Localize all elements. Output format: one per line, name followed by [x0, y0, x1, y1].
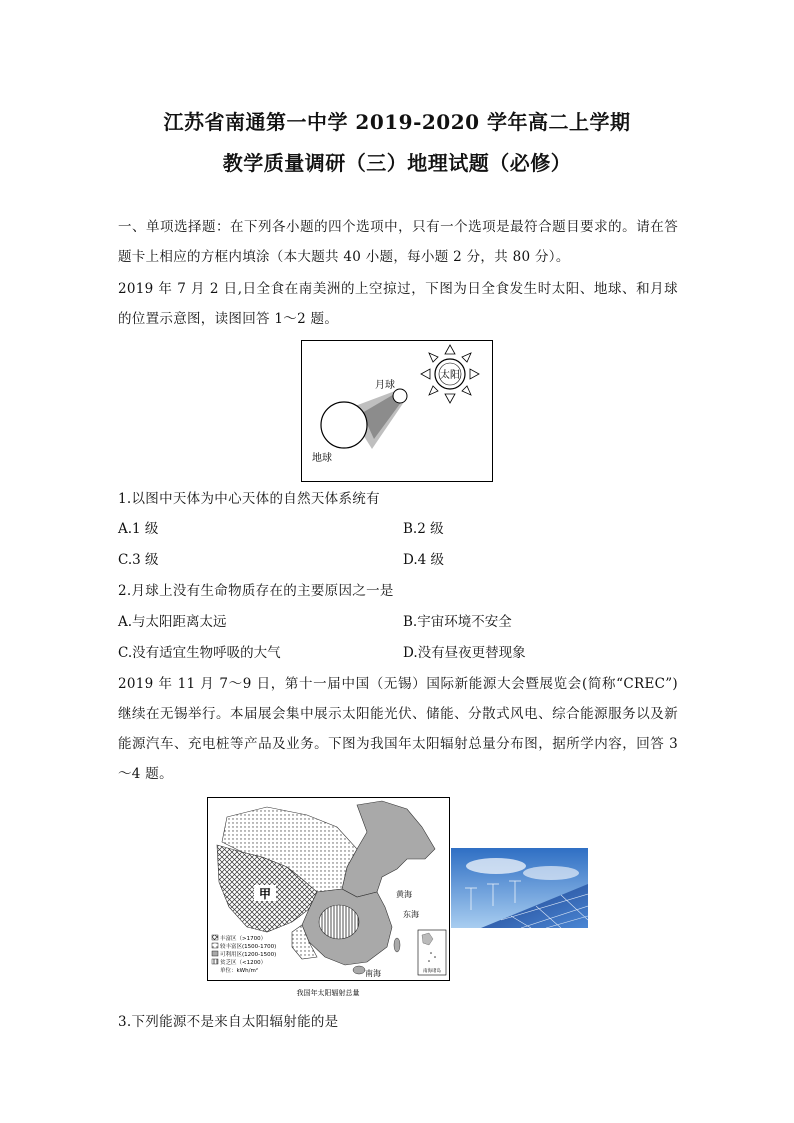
svg-text:贫乏区（<1200）: 贫乏区（<1200）	[220, 960, 267, 966]
map-caption: 我国年太阳辐射总量	[296, 989, 360, 997]
q2-option-b[interactable]: B.宇宙环境不安全	[403, 614, 512, 630]
question-3-stem: 3.下列能源不是来自太阳辐射能的是	[118, 1014, 339, 1030]
question-intro-1: 2019 年 7 月 2 日,日全食在南美洲的上空掠过，下图为日全食发生时太阳、地球、和月球的位置示意图，读图回答 1～2 题。	[118, 281, 678, 327]
svg-text:可利用区(1200-1500): 可利用区(1200-1500)	[220, 952, 277, 958]
eclipse-diagram	[301, 340, 493, 482]
document-title-line1: 江苏省南通第一中学 2019-2020 学年高二上学期	[163, 110, 631, 134]
sun-label: 太阳	[440, 370, 460, 381]
svg-text:丰富区（>1700）: 丰富区（>1700）	[220, 936, 267, 942]
svg-text:单位：kWh/m²: 单位：kWh/m²	[220, 968, 259, 974]
moon-label: 月球	[375, 380, 395, 391]
svg-text:较丰富区(1500-1700): 较丰富区(1500-1700)	[220, 944, 277, 950]
q2-option-c[interactable]: C.没有适宜生物呼吸的大气	[118, 645, 281, 661]
earth-label: 地球	[312, 453, 332, 464]
q2-option-a[interactable]: A.与太阳距离太远	[118, 614, 227, 630]
section-instructions: 一、单项选择题：在下列各小题的四个选项中，只有一个选项是最符合题目要求的。请在答题卡上相应的方框内填涂（本大题共 40 小题，每小题 2 分，共 80 分）。	[118, 219, 678, 265]
q2-option-d[interactable]: D.没有昼夜更替现象	[403, 645, 526, 661]
question-1-stem: 1.以图中天体为中心天体的自然天体系统有	[118, 491, 380, 507]
solar-panel-photo	[451, 848, 588, 928]
label-huanghai: 黄海	[396, 890, 412, 899]
q1-option-a[interactable]: A.1 级	[118, 521, 159, 537]
label-jia: 甲	[258, 887, 272, 901]
svg-text:南海诸岛: 南海诸岛	[423, 969, 441, 974]
question-intro-2: 2019 年 11 月 7～9 日，第十一届中国（无锡）国际新能源大会暨展览会(简称“CREC”)继续在无锡举行。本届展会集中展示太阳能光伏、储能、分散式风电、综合能源服务以及新能源汽车、充电桩等产品及业务。下图为我国年太阳辐射总量分布图，据所学内容，回答 3～4 题。	[118, 676, 678, 782]
q1-option-d[interactable]: D.4 级	[403, 552, 445, 568]
document-title-line2: 教学质量调研（三）地理试题（必修）	[222, 151, 572, 175]
label-nanhai: 南海	[365, 969, 381, 978]
solar-radiation-map	[207, 797, 450, 1002]
q1-option-c[interactable]: C.3 级	[118, 552, 159, 568]
question-2-stem: 2.月球上没有生命物质存在的主要原因之一是	[118, 583, 394, 599]
moon-circle	[393, 389, 407, 403]
earth-circle	[321, 402, 367, 448]
q1-option-b[interactable]: B.2 级	[403, 521, 444, 537]
label-donghai: 东海	[403, 910, 419, 919]
